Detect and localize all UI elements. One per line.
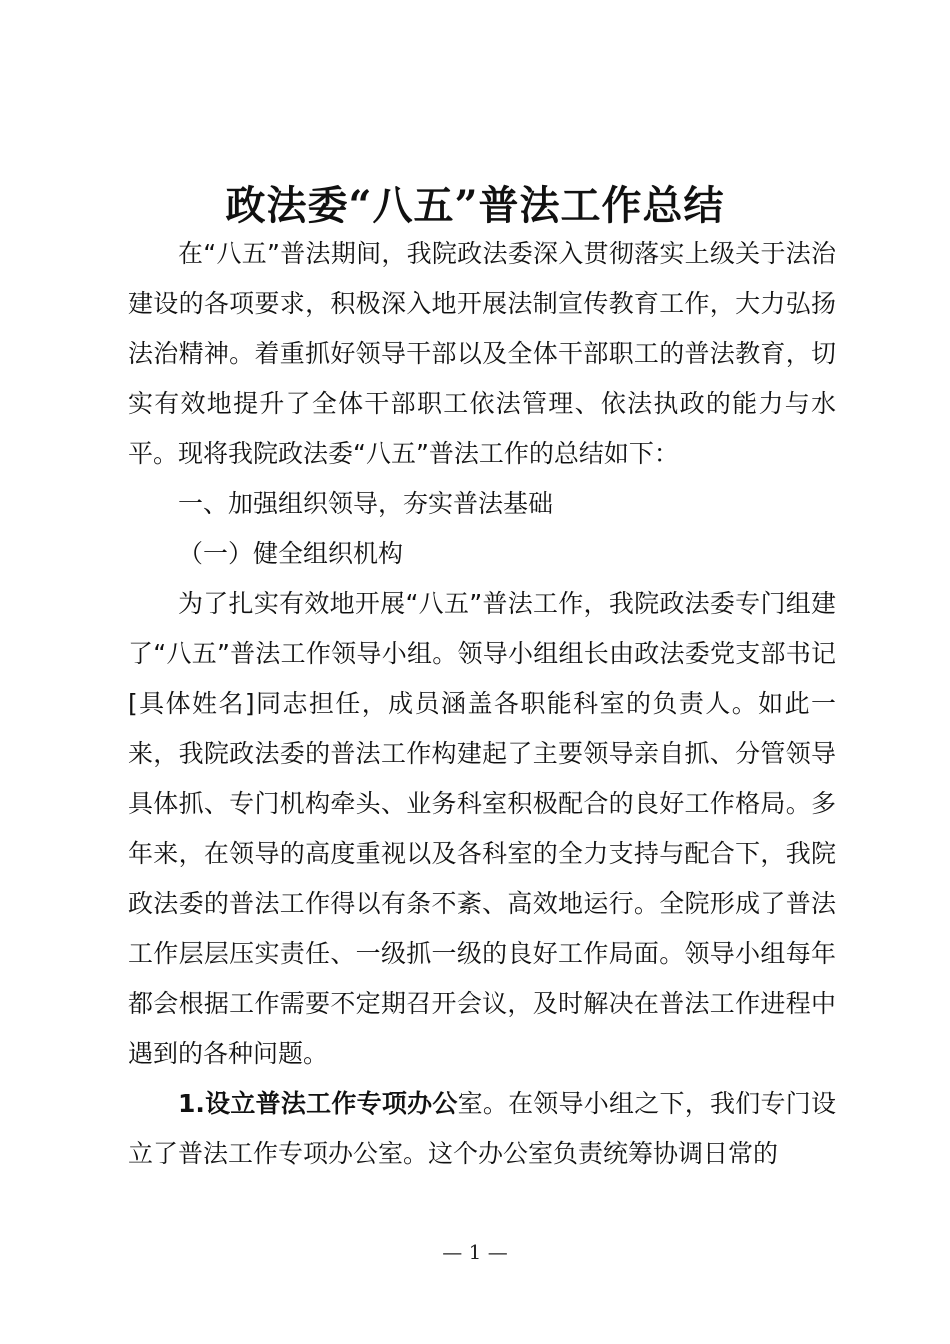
section-heading-1: 一、加强组织领导，夯实普法基础 [178,489,554,518]
document-title: 政法委“八五”普法工作总结 [225,182,725,229]
document-body [128,229,836,1179]
item-1-lead: 1.设立普法工作专项办公 [178,1089,458,1118]
organization-paragraph: 为了扎实有效地开展“八五”普法工作，我院政法委专门组建了“八五”普法工作领导小组。领导小组组长由政法委党支部书记[具体姓名]同志担任，成员涵盖各职能科室的负责人。如此一来，我院政法委的普法工作构建起了主要领导亲自抓、分管领导具体抓、专门机构牵头、业务科室积极配合的良好工作格局。多年来，在领导的高度重视以及各科室的全力支持与配合下，我院政法委的普法工作得以有条不紊、高效地运行。全院形成了普法工作层层压实责任、一级抓一级的良好工作局面。领导小组每年都会根据工作需要不定期召开会议，及时解决在普法工作进程中遇到的各种问题。 [128,589,836,1068]
subsection-heading-1: （一）健全组织机构 [178,539,404,568]
item-1-paragraph [128,1079,836,1179]
item-1-text: 室。在领导小组之下，我们专门设立了普法工作专项办公室。这个办公室负责统筹协调日常的 [128,1089,836,1168]
intro-paragraph: 在“八五”普法期间，我院政法委深入贯彻落实上级关于法治建设的各项要求，积极深入地开展法制宣传教育工作，大力弘扬法治精神。着重抓好领导干部以及全体干部职工的普法教育，切实有效地提升了全体干部职工依法管理、依法执政的能力与水平。现将我院政法委“八五”普法工作的总结如下： [128,239,836,468]
page-number: — 1 — [442,1240,508,1264]
